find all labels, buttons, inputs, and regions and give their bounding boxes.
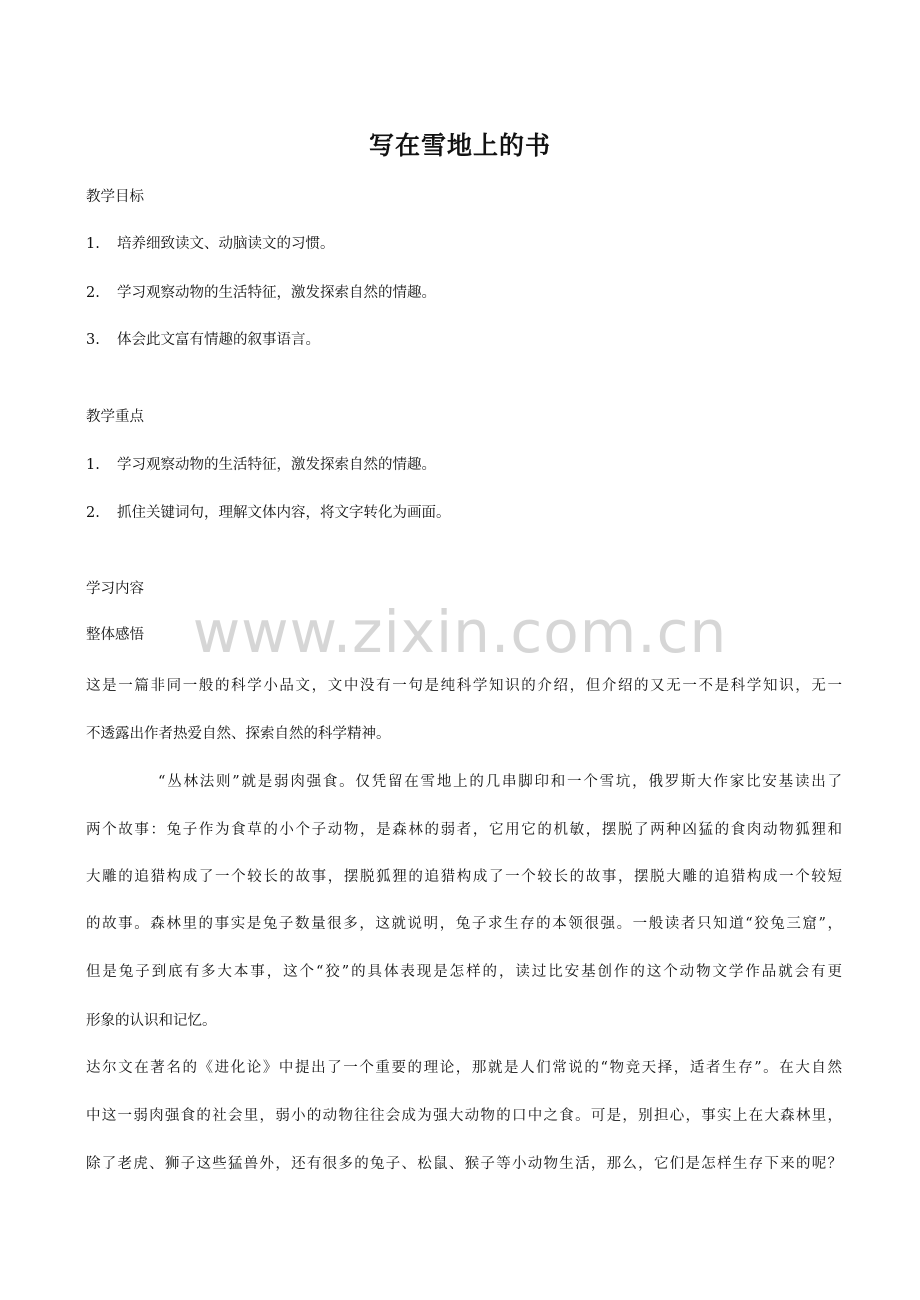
objective-item-2 [86,283,842,303]
key-point-item-number: 1. [86,457,100,473]
paragraph-line: 不透露出作者热爱自然、探索自然的科学精神。 [86,726,391,742]
objective-item-3 [86,330,842,350]
paragraph-line: 但是兔子到底有多大本事，这个“狡”的具体表现是怎样的，读过比安基创作的这个动物文学作品就会有更 [86,964,842,980]
objective-item-text: 培养细致读文、动脑读文的习惯。 [117,236,335,252]
key-point-item-1 [86,455,842,475]
paragraph-line: “丛林法则”就是弱肉强食。仅凭留在雪地上的几串脚印和一个雪坑，俄罗斯大作家比安基读出了 [158,774,842,790]
objective-item-number: 2. [86,285,100,301]
objectives-heading: 教学目标 [86,189,144,205]
key-point-item-text: 抓住关键词句，理解文体内容，将文字转化为画面。 [117,505,451,521]
paragraph-line: 大雕的追猎构成了一个较长的故事，摆脱狐狸的追猎构成了一个较长的故事，摆脱大雕的追猎构成一个较短 [86,869,842,885]
paragraph-line: 除了老虎、狮子这些猛兽外，还有很多的兔子、松鼠、猴子等小动物生活，那么，它们是怎样生存下来的呢？ [86,1156,842,1172]
objective-item-number: 3. [86,332,100,348]
key-point-item-text: 学习观察动物的生活特征，激发探索自然的情趣。 [117,457,436,473]
objective-item-1 [86,234,842,254]
paragraph-line: 这是一篇非同一般的科学小品文，文中没有一句是纯科学知识的介绍，但介绍的又无一不是科学知识，无一 [86,678,842,694]
paragraph-line: 两个故事：兔子作为食草的小个子动物，是森林的弱者，它用它的机敏，摆脱了两种凶猛的食肉动物狐狸和 [86,822,842,838]
key-point-item-2 [86,503,842,523]
objective-item-text: 学习观察动物的生活特征，激发探索自然的情趣。 [117,285,436,301]
paragraph-line: 中这一弱肉强食的社会里，弱小的动物往往会成为强大动物的口中之食。可是，别担心，事实上在大森林里， [86,1108,842,1124]
paragraph-line: 形象的认识和记忆。 [86,1013,217,1029]
watermark: www.zixin.com.cn [192,598,728,666]
paragraph-line: 达尔文在著名的《进化论》中提出了一个重要的理论，那就是人们常说的“物竞天择，适者生存”。在大自然 [86,1060,842,1076]
objective-item-number: 1. [86,236,100,252]
objective-item-text: 体会此文富有情趣的叙事语言。 [117,332,320,348]
content-heading: 学习内容 [86,581,144,597]
document-title: 写在雪地上的书 [368,131,551,160]
key-points-heading: 教学重点 [86,409,144,425]
paragraph-line: 的故事。森林里的事实是兔子数量很多，这就说明，兔子求生存的本领很强。一般读者只知道“狡兔三窟”， [86,916,842,932]
content-subheading: 整体感悟 [86,627,144,643]
key-point-item-number: 2. [86,505,100,521]
